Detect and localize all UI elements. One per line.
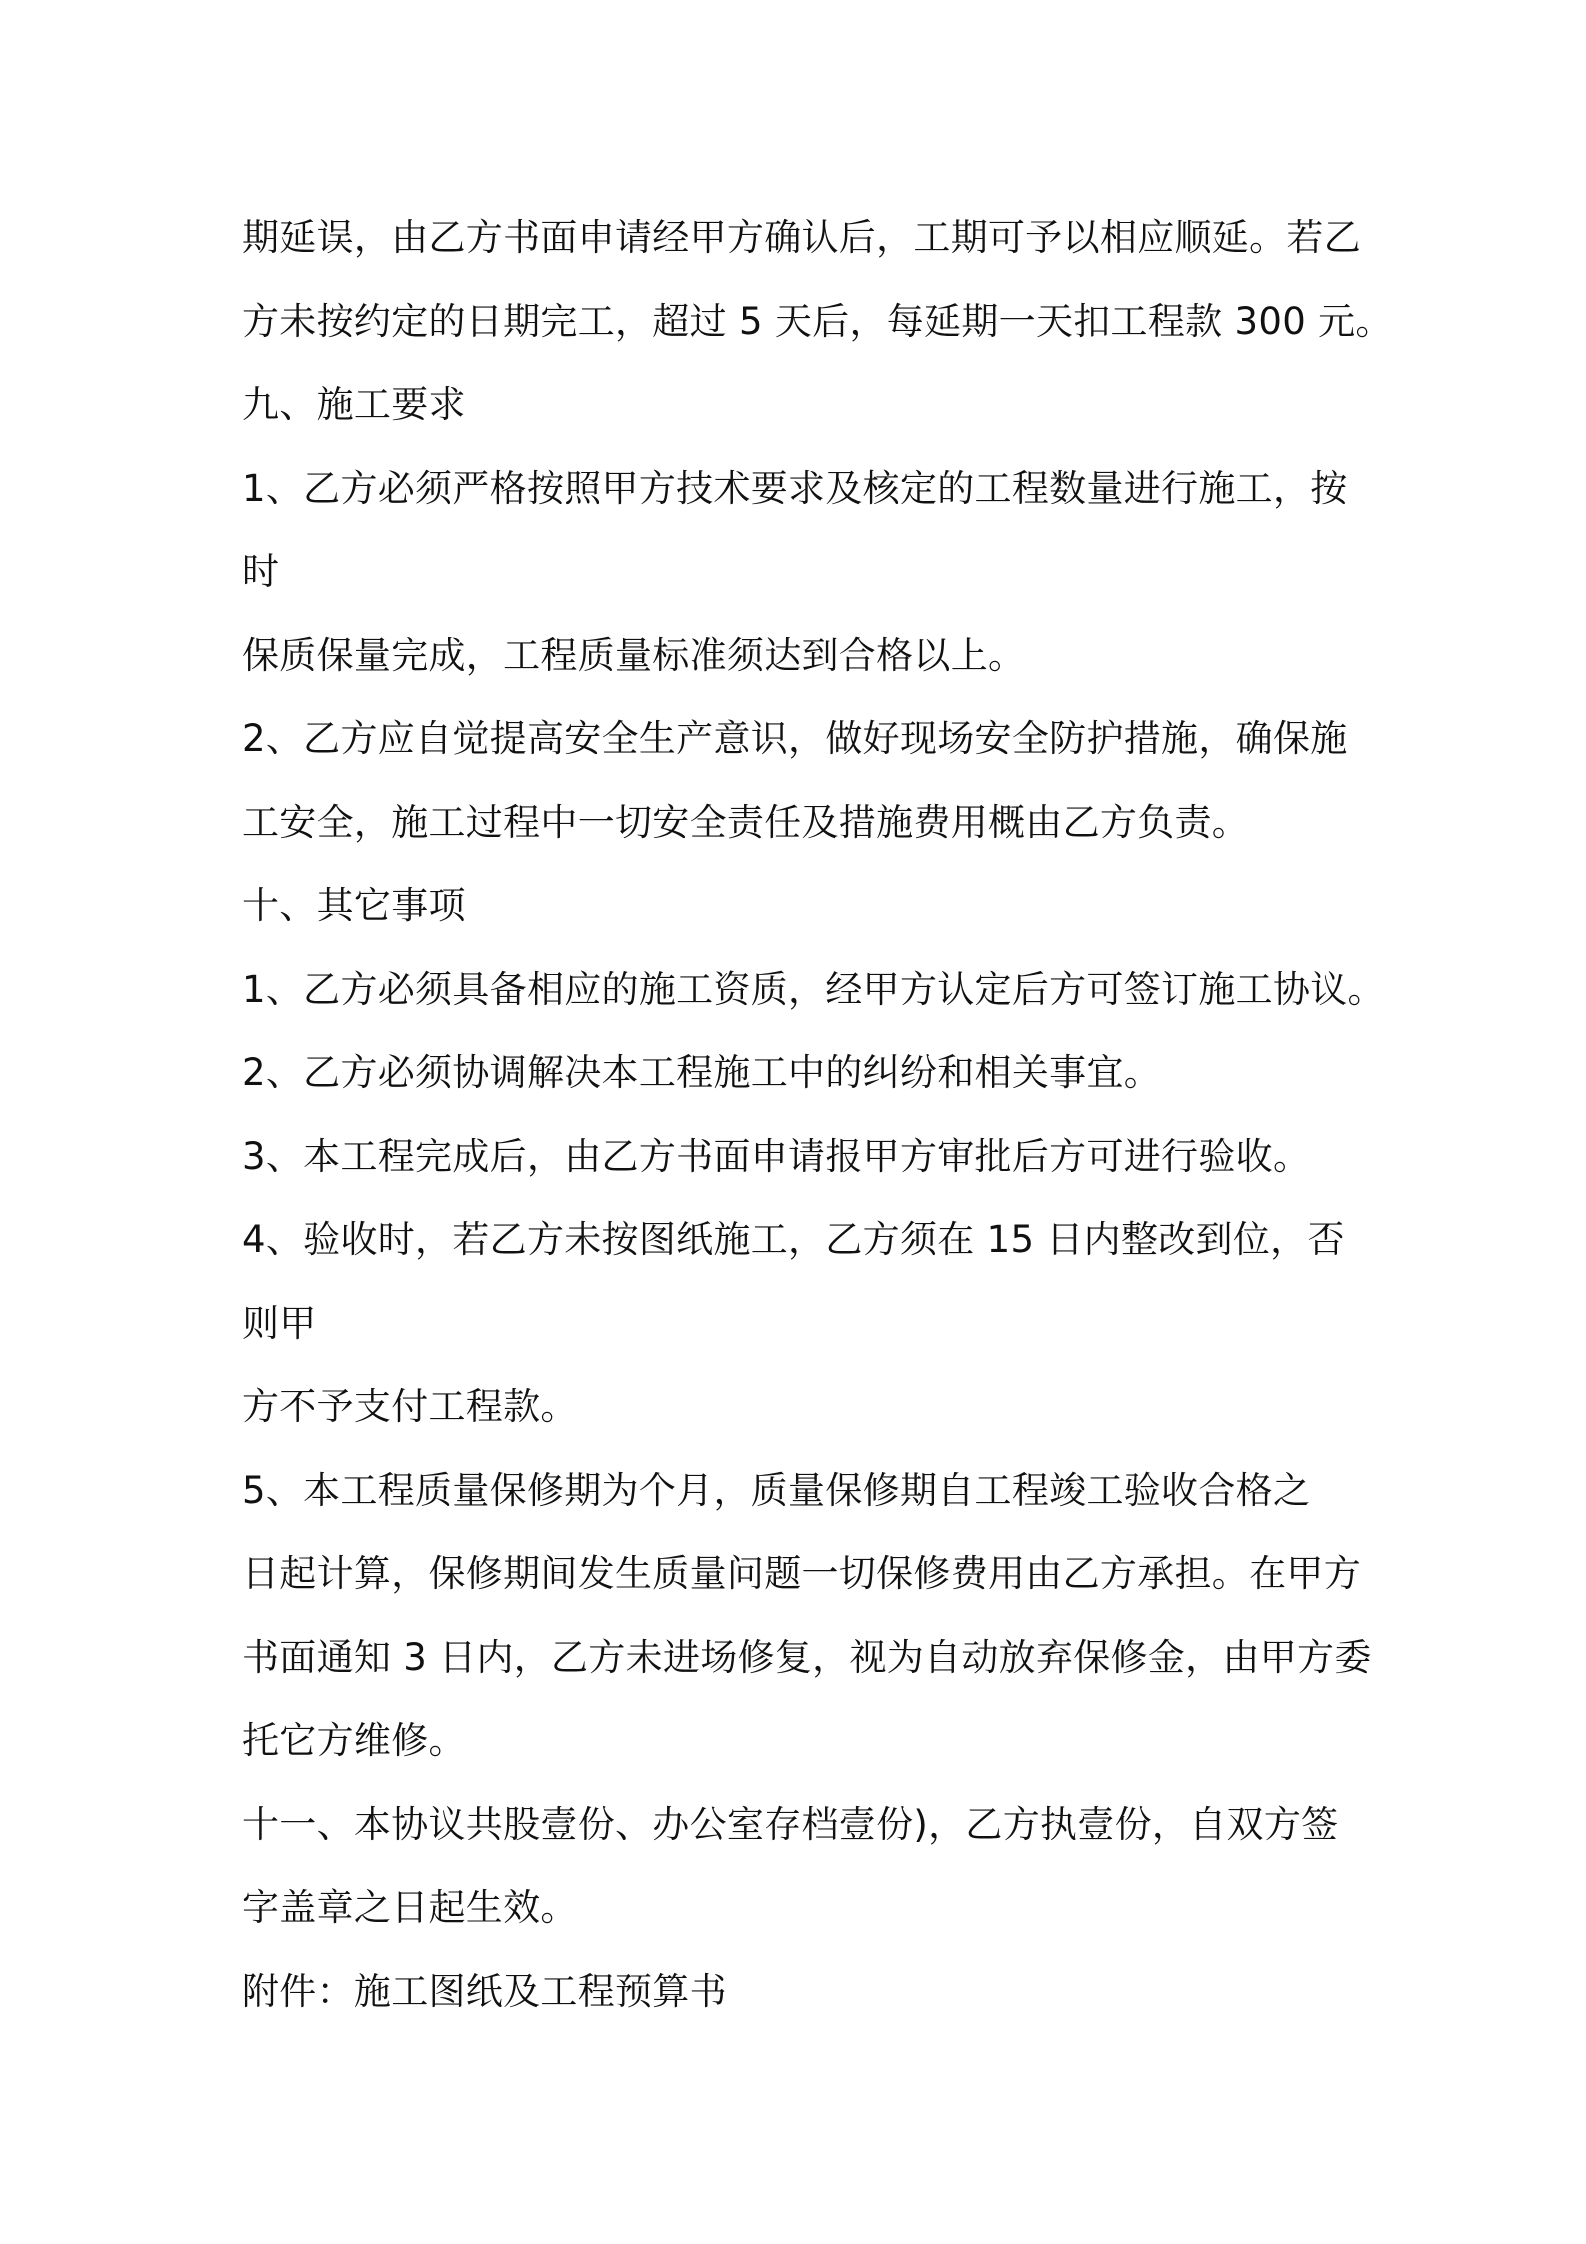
text-line: 则甲 (242, 1301, 317, 1345)
section-heading: 十一、本协议共股壹份、办公室存档壹份)，乙方执壹份，自双方签 (242, 1802, 1339, 1846)
text-line: 方不予支付工程款。 (242, 1385, 578, 1428)
text-line: 2、乙方应自觉提高安全生产意识，做好现场安全防护措施，确保施 (242, 717, 1348, 760)
text-line: 书面通知 3 日内，乙方未进场修复，视为自动放弃保修金，由甲方委 (242, 1635, 1372, 1679)
text-line: 3、本工程完成后，由乙方书面申请报甲方审批后方可进行验收。 (242, 1134, 1311, 1178)
attachment-line: 附件：施工图纸及工程预算书 (242, 1969, 727, 2013)
text-line: 4、验收时，若乙方未按图纸施工，乙方须在 15 日内整改到位，否 (242, 1218, 1345, 1261)
section-heading: 十、其它事项 (242, 884, 466, 927)
text-line: 托它方维修。 (242, 1719, 466, 1762)
text-line: 5、本工程质量保修期为个月，质量保修期自工程竣工验收合格之 (242, 1468, 1311, 1512)
text-line: 日起计算，保修期间发生质量问题一切保修费用由乙方承担。在甲方 (242, 1552, 1361, 1595)
text-line: 字盖章之日起生效。 (242, 1886, 578, 1929)
text-line: 1、乙方必须具备相应的施工资质，经甲方认定后方可签订施工协议。 (242, 967, 1385, 1011)
document-body (242, 196, 1393, 2033)
text-line: 时 (242, 550, 280, 593)
text-line: 2、乙方必须协调解决本工程施工中的纠纷和相关事宜。 (242, 1051, 1162, 1094)
text-line: 工安全，施工过程中一切安全责任及措施费用概由乙方负责。 (242, 800, 1250, 844)
text-line: 1、乙方必须严格按照甲方技术要求及核定的工程数量进行施工，按 (242, 466, 1348, 510)
text-line: 保质保量完成，工程质量标准须达到合格以上。 (242, 633, 1026, 677)
section-heading: 九、施工要求 (242, 383, 466, 426)
text-line: 期延误，由乙方书面申请经甲方确认后，工期可予以相应顺延。若乙 (242, 216, 1361, 259)
text-line: 方未按约定的日期完工，超过 5 天后，每延期一天扣工程款 300 元。 (242, 299, 1393, 343)
